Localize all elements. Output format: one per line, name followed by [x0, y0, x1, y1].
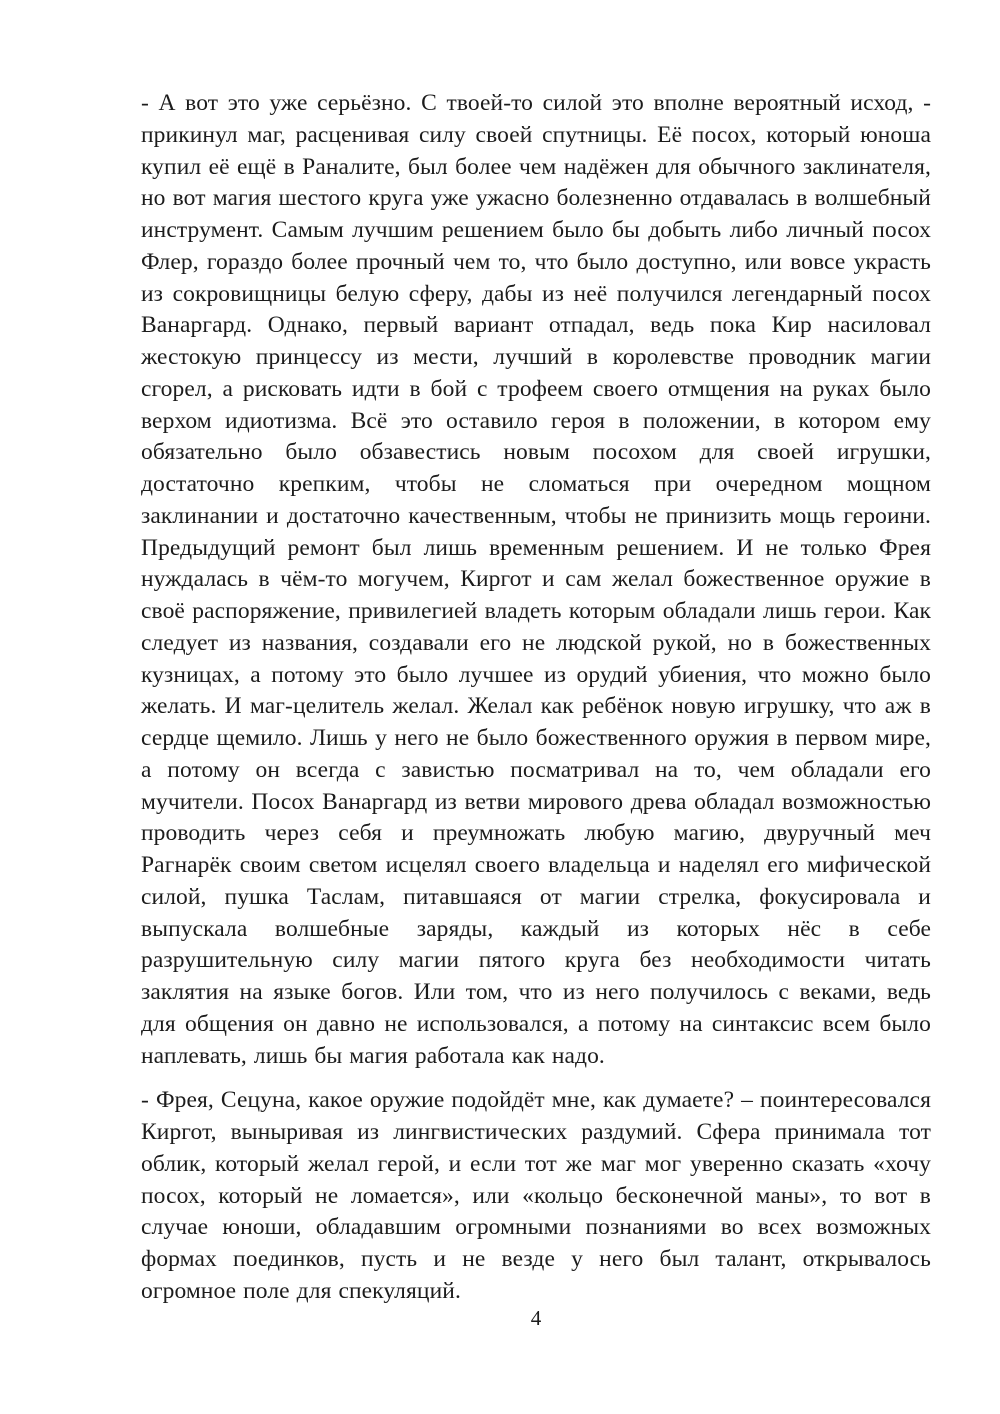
text-block [141, 88, 931, 1308]
body-paragraph-1: - А вот это уже серьёзно. С твоей-то силой это вполне вероятный исход, - прикинул маг, расценивая силу своей спутницы. Её посох, который юноша купил её ещё в Раналите, был более чем надёжен для обычного заклинателя, но вот магия шестого круга уже ужасно болезненно отдавалась в волшебный инструмент. Самым лучшим решением было бы добыть либо личный посох Флер, гораздо более прочный чем то, что было доступно, или вовсе украсть из сокровищницы белую сферу, дабы из неё получился легендарный посох Ванаргард. Однако, первый вариант отпадал, ведь пока Кир насиловал жестокую принцессу из мести, лучший в королевстве проводник магии сгорел, а рисковать идти в бой с трофеем своего отмщения на руках было верхом идиотизма. Всё это оставило героя в положении, в котором ему обязательно было обзавестись новым посохом для своей игрушки, достаточно крепким, чтобы не сломаться при очередном мощном заклинании и достаточно качественным, чтобы не принизить мощь героини. Предыдущий ремонт был лишь временным решением. И не только Фрея нуждалась в чём-то могучем, Киргот и сам желал божественное оружие в своё распоряжение, привилегией владеть которым обладали лишь герои. Как следует из названия, создавали его не людской рукой, но в божественных кузницах, а потому это было лучшее из орудий убиения, что можно было желать. И маг-целитель желал. Желал как ребёнок новую игрушку, что аж в сердце щемило. Лишь у него не было божественного оружия в первом мире, а потому он всегда с завистью посматривал на то, чем обладали его мучители. Посох Ванаргард из ветви мирового древа обладал возможностью проводить через себя и преумножать любую магию, двуручный меч Рагнарёк своим светом исцелял своего владельца и наделял его мифической силой, пушка Таслам, питавшаяся от магии стрелка, фокусировала и выпускала волшебные заряды, каждый из которых нёс в себе разрушительную силу магии пятого круга без необходимости читать заклятия на языке богов. Или том, что из него получилось с веками, ведь для общения он давно не использовался, а потому на синтаксис всем было наплевать, лишь бы магия работала как надо. [141, 90, 931, 1069]
page-number: 4 [530, 1306, 542, 1330]
body-paragraph-2: - Фрея, Сецуна, какое оружие подойдёт мне, как думаете? – поинтересовался Киргот, выныривая из лингвистических раздумий. Сфера принимала тот облик, который желал герой, и если тот же маг мог уверенно сказать «хочу посох, который не ломается», или «кольцо бесконечной маны», то вот в случае юноши, обладавшим огромными познаниями во всех возможных формах поединков, пусть и не везде у него был талант, открывалось огромное поле для спекуляций. [141, 1087, 931, 1304]
